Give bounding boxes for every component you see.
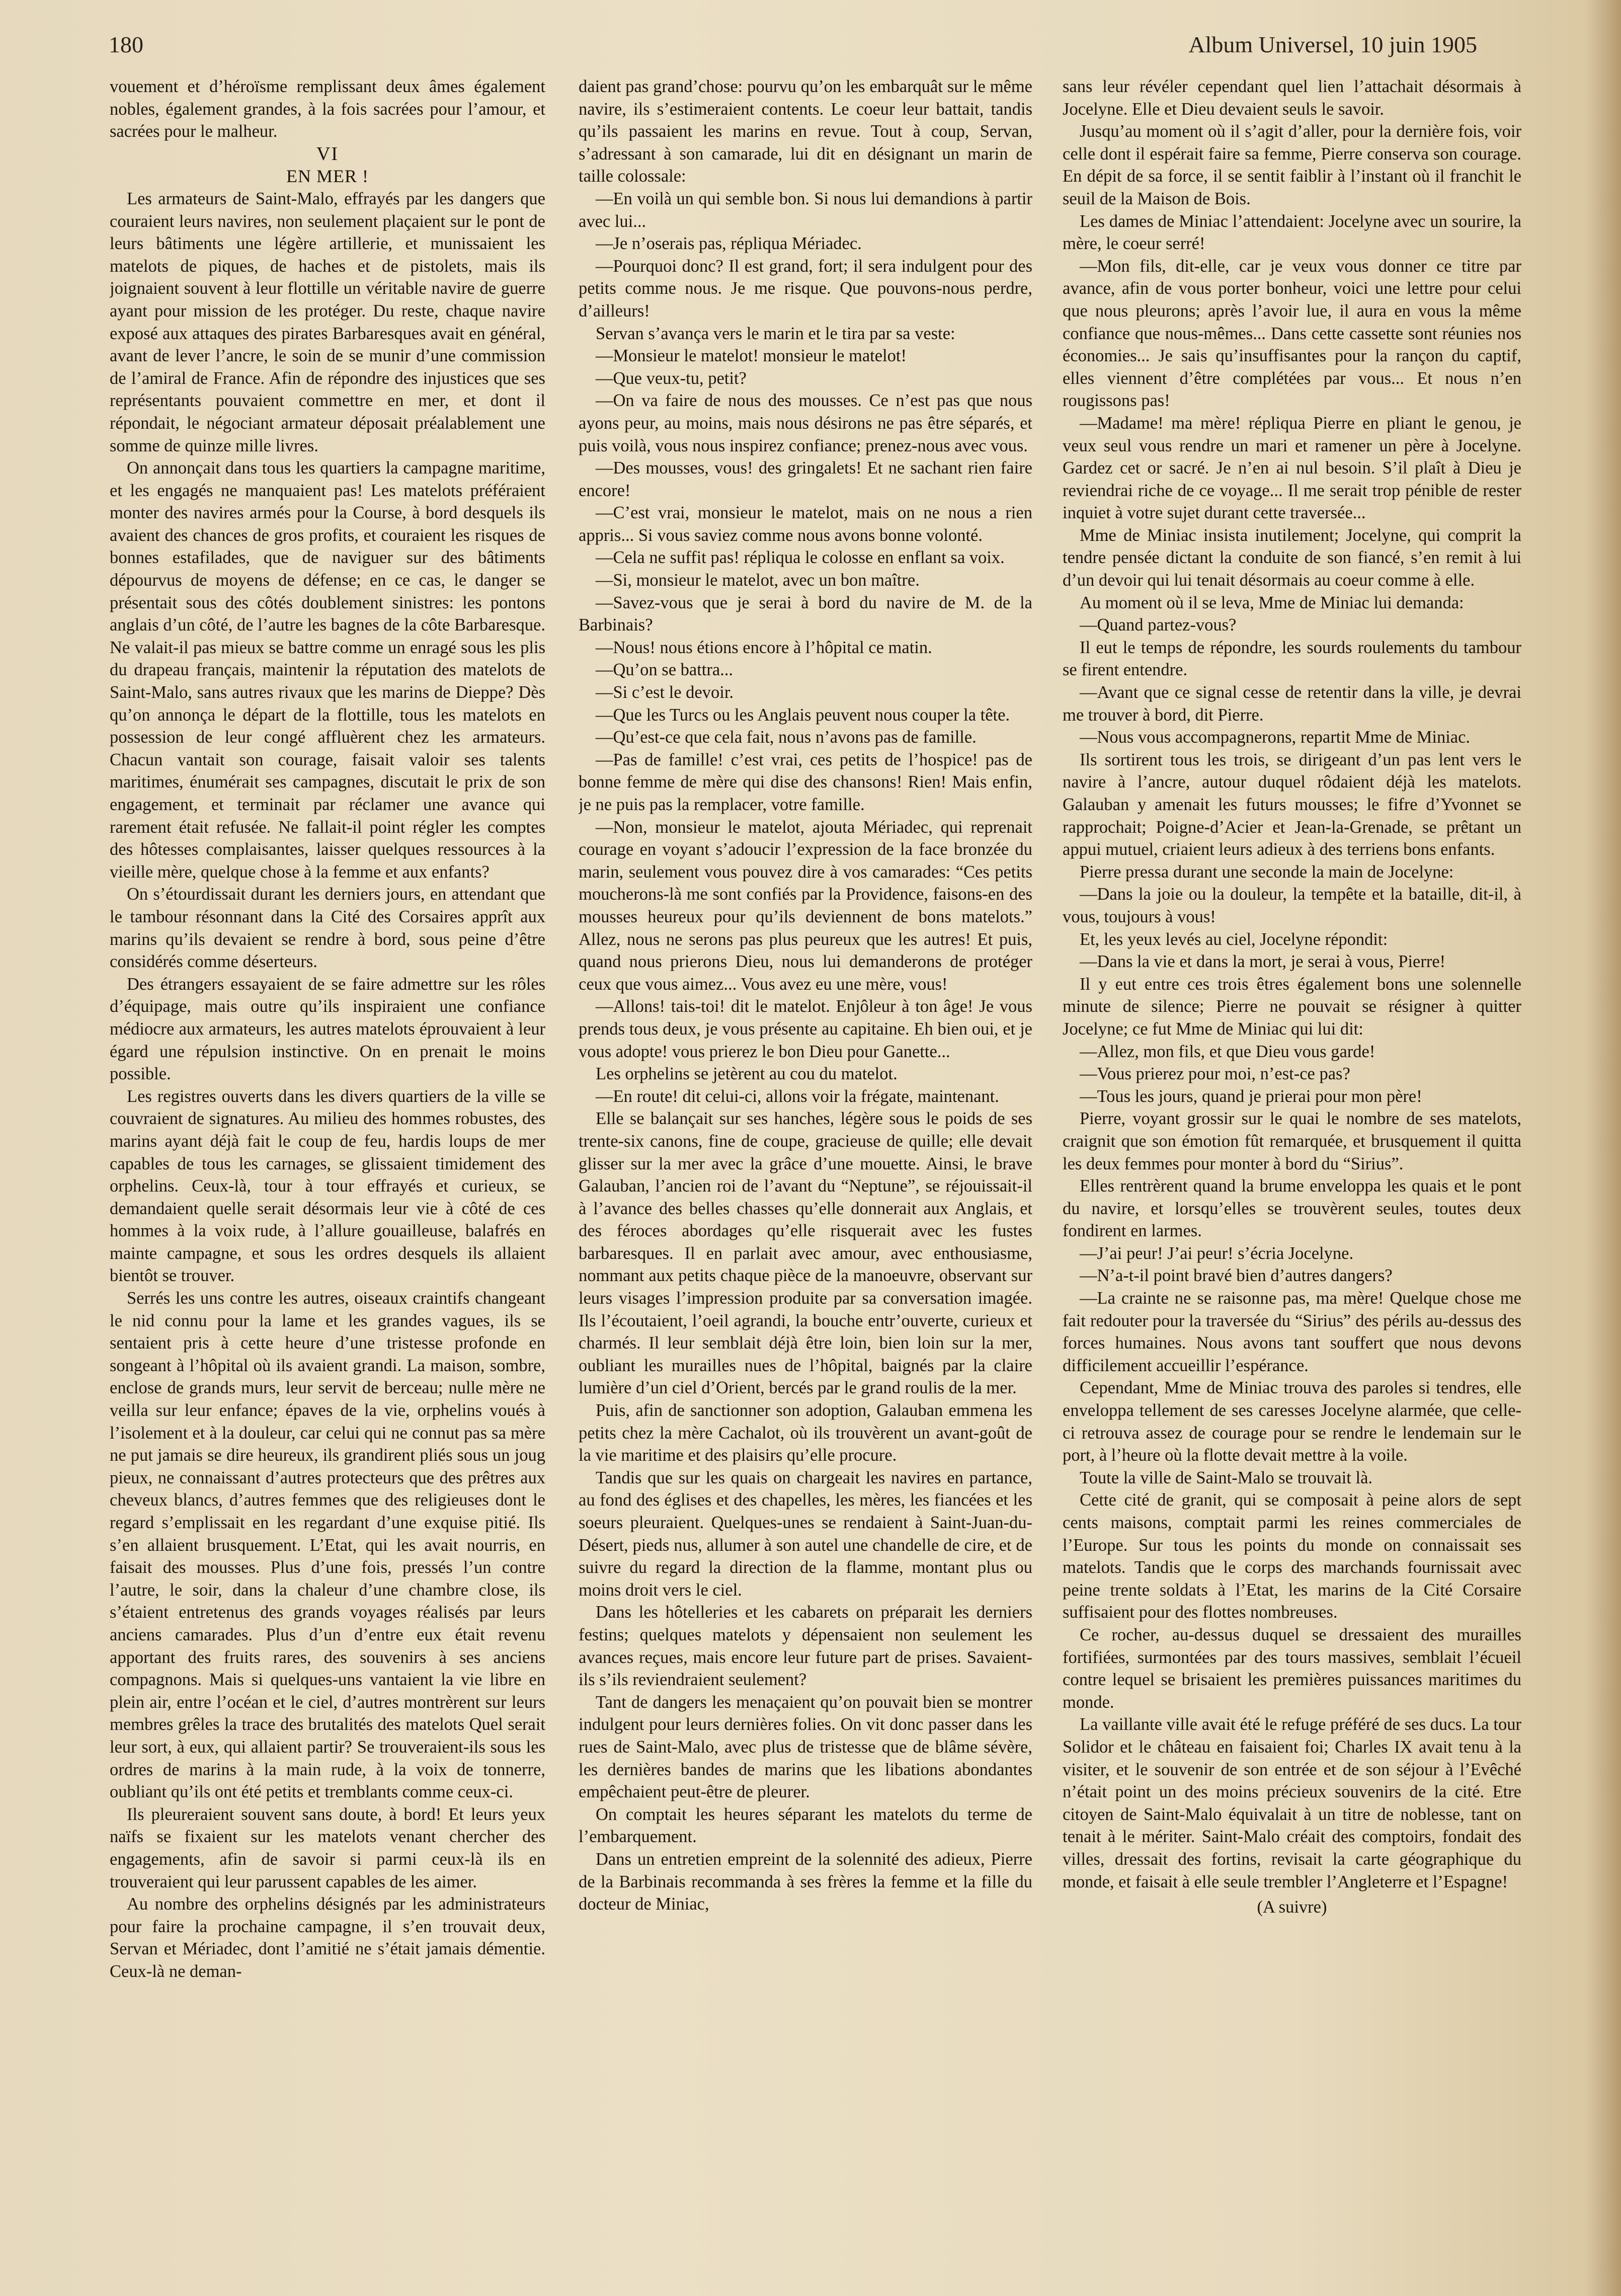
paragraph: —Vous prierez pour moi, n’est-ce pas? (1080, 1064, 1350, 1084)
paragraph: —Pas de famille! c’est vrai, ces petits de l’hospice! pas de bonne femme de mère qui dise des chansons! Rien! Mais enfin, je ne puis pas la remplacer, votre famille. (579, 750, 1032, 814)
to-be-continued: (A suivre) (1257, 1897, 1327, 1917)
section-number: VI (316, 143, 339, 165)
paragraph: —Dans la joie ou la douleur, la tempête et la bataille, dit-il, à vous, toujours à vous! (1063, 885, 1521, 926)
text-column-1 (110, 75, 545, 2264)
paragraph: —Tous les jours, quand je prierai pour mon père! (1080, 1086, 1422, 1106)
paragraph: —Je n’oserais pas, répliqua Mériadec. (596, 234, 862, 254)
paragraph: —En route! dit celui-ci, allons voir la frégate, maintenant. (596, 1086, 999, 1106)
paragraph: Elles rentrèrent quand la brume enveloppa les quais et le pont du navire, et lorsqu’elles se trouvèrent seules, toutes deux fondirent en larmes. (1063, 1176, 1521, 1241)
paragraph: Pierre, voyant grossir sur le quai le nombre de ses matelots, craignit que son émotion fût remarquée, et brusquement il quitta les deux femmes pour monter à bord du “Sirius”. (1063, 1109, 1521, 1173)
paragraph: —Nous vous accompagnerons, repartit Mme de Miniac. (1080, 728, 1471, 747)
paragraph: La vaillante ville avait été le refuge préféré de ses ducs. La tour Solidor et le château en faisaient foi; Charles IX avait tenu à la visiter, et le souvenir de son entrée et de son séjour à l’Evêché n’était point un des moins précieux souvenirs de la cité. Etre citoyen de Saint-Malo équivalait à un titre de noblesse, tant on tenait à le mériter. Saint-Malo créait des comptoirs, fondait des villes, dressait des fortins, revisait la carte géographique du monde, et faisait à elle seule trembler l’Angleterre et l’Espagne! (1063, 1715, 1521, 1891)
paragraph: —Que les Turcs ou les Anglais peuvent nous couper la tête. (596, 705, 1010, 725)
paragraph: —On va faire de nous des mousses. Ce n’est pas que nous ayons peur, au moins, mais nous désirons ne pas être séparés, et puis voilà, vous nous inspirez confiance; prenez-nous avec vous. (579, 391, 1032, 455)
text-column-3 (1063, 75, 1521, 2264)
paragraph: Il y eut entre ces trois êtres également bons une solennelle minute de silence; Pierre ne pouvait se résigner à quitter Jocelyne; ce fut Mme de Miniac qui lui dit: (1063, 974, 1521, 1039)
paragraph: Au nombre des orphelins désignés par les administrateurs pour faire la prochaine campagne, il s’en trouvait deux, Servan et Mériadec, dont l’amitié ne s’était jamais démentie. Ceux-là ne deman- (110, 1894, 545, 1981)
paragraph: —Que veux-tu, petit? (596, 368, 747, 388)
paragraph: —Cela ne suffit pas! répliqua le colosse en enflant sa voix. (596, 548, 1005, 568)
paragraph: —Mon fils, dit-elle, car je veux vous donner ce titre par avance, afin de vous porter bonheur, voici une lettre pour celui que nous pleurons; après l’avoir lue, il aura en vous la même confiance que nous-mêmes... Dans cette cassette sont réunies nos économies... Je sais qu’insuffisantes pour la rançon du captif, elles viennent d’être complétées par vous... Et nous n’en rougissons pas! (1063, 256, 1521, 411)
paragraph: Ce rocher, au-dessus duquel se dressaient des murailles fortifiées, surmontées par des tours massives, semblait l’écueil contre lequel se brisaient les premières puissances maritimes du monde. (1063, 1625, 1521, 1712)
paragraph: vouement et d’héroïsme remplissant deux âmes également nobles, également grandes, à la fois sacrées pour l’amour, et sacrées pour le malheur. (110, 77, 545, 141)
paragraph: Toute la ville de Saint-Malo se trouvait là. (1080, 1468, 1373, 1487)
paragraph: —Savez-vous que je serai à bord du navire de M. de la Barbinais? (579, 593, 1032, 635)
paragraph: Des étrangers essayaient de se faire admettre sur les rôles d’équipage, mais outre qu’ils inspiraient une confiance médiocre aux armateurs, les autres matelots éprouvaient à leur égard une répulsion instinctive. On en prenait le moins possible. (110, 974, 545, 1084)
paragraph: On s’étourdissait durant les derniers jours, en attendant que le tambour résonnant dans la Cité des Corsaires apprît aux marins qu’ils devaient se rendre à bord, sous peine d’être considérés comme déserteurs. (110, 885, 545, 972)
paragraph: On comptait les heures séparant les matelots du terme de l’embarquement. (579, 1804, 1032, 1847)
paragraph: —Des mousses, vous! des gringalets! Et ne sachant rien faire encore! (579, 458, 1032, 500)
paragraph: Tandis que sur les quais on chargeait les navires en partance, au fond des églises et des chapelles, les mères, les fiancées et les soeurs pleuraient. Quelques-unes se rendaient à Saint-Juan-du-Désert, pieds nus, allumer à son autel une chandelle de cire, et de suivre du regard la direction de la flamme, montant plus ou moins droit vers le ciel. (579, 1468, 1032, 1600)
text-column-2 (579, 75, 1032, 2264)
section-title: EN MER ! (286, 166, 369, 187)
paragraph: —Dans la vie et dans la mort, je serai à vous, Pierre! (1080, 952, 1446, 972)
paragraph: Les dames de Miniac l’attendaient: Jocelyne avec un sourire, la mère, le coeur serré! (1063, 211, 1521, 254)
paragraph: —Allons! tais-toi! dit le matelot. Enjôleur à ton âge! Je vous prends tous deux, je vous présente au capitaine. Eh bien oui, et je vous adopte! vous prierez le bon Dieu pour Ganette... (579, 997, 1032, 1061)
paragraph: Cette cité de granit, qui se composait à peine alors de sept cents maisons, comptait parmi les reines commerciales de l’Europe. Sur tous les points du monde on connaissait ses matelots. Tandis que le corps des marchands fournissait avec peine trente soldats à l’Etat, les marins de la Cité Corsaire suffisaient pour des flottes nombreuses. (1063, 1490, 1521, 1622)
paragraph: Dans les hôtelleries et les cabarets on préparait les derniers festins; quelques matelots y dépensaient non seulement les avances reçues, mais encore leur future part de prises. Savaient-ils s’ils reviendraient seulement? (579, 1603, 1032, 1690)
paragraph: daient pas grand’chose: pourvu qu’on les embarquât sur le même navire, ils s’estimeraient contents. Le coeur leur battait, tandis qu’ils passaient les marins en revue. Tout à coup, Servan, s’adressant à son camarade, lui dit en désignant un marin de taille colossale: (579, 77, 1032, 186)
paragraph: Il eut le temps de répondre, les sourds roulements du tambour se firent entendre. (1063, 638, 1521, 680)
paragraph: —Qu’on se battra... (596, 660, 734, 680)
paragraph: —Monsieur le matelot! monsieur le matelot! (596, 346, 907, 366)
paragraph: —N’a-t-il point bravé bien d’autres dangers? (1080, 1266, 1393, 1286)
paragraph: Jusqu’au moment où il s’agit d’aller, pour la dernière fois, voir celle dont il espérait faire sa femme, Pierre conserva son courage. En dépit de sa force, il se sentit faiblir à l’instant où il franchit le seuil de la Maison de Bois. (1063, 122, 1521, 208)
paragraph: —Pourquoi donc? Il est grand, fort; il sera indulgent pour des petits comme nous. Je me risque. Que pouvons-nous perdre, d’ailleurs! (579, 256, 1032, 321)
paragraph: Elle se balançait sur ses hanches, légère sous le poids de ses trente-six canons, fine de coupe, gracieuse de quille; elle devait glisser sur la mer avec la grâce d’une mouette. Ainsi, le brave Galauban, l’ancien roi de l’avant du “Neptune”, se réjouissait-il à l’avance des belles chasses qu’elle donnerait aux Anglais, et des féroces abordages qu’elle risquerait avec les fustes barbaresques. Il en parlait avec amour, avec enthousiasme, nommant aux petits chaque pièce de la manoeuvre, observant sur leurs visages l’impression produite par sa conversation imagée. Ils l’écoutaient, l’oeil agrandi, la bouche entr’ouverte, curieux et charmés. Il leur semblait déjà être loin, bien loin sur la mer, oubliant les murailles nues de l’hôpital, baignés par la claire lumière d’un ciel d’Orient, bercés par le grand roulis de la mer. (579, 1109, 1032, 1398)
paragraph: —Avant que ce signal cesse de retentir dans la ville, je devrai me trouver à bord, dit Pierre. (1063, 683, 1521, 725)
paragraph: Les registres ouverts dans les divers quartiers de la ville se couvraient de signatures. Au milieu des hommes robustes, des marins ayant déjà fait le coup de feu, hardis loups de mer capables de tous les carnages, se glissaient timidement des orphelins. Ceux-là, tour à tour effrayés et curieux, se demandaient quelle serait désormais leur vie à côté de ces hommes à la voix rude, à l’allure gouailleuse, balafrés en mainte campagne, et sous les ordres desquels ils allaient bientôt se trouver. (110, 1086, 545, 1286)
paragraph: —Si c’est le devoir. (596, 683, 734, 702)
paragraph: —Allez, mon fils, et que Dieu vous garde! (1080, 1042, 1375, 1061)
paragraph: sans leur révéler cependant quel lien l’attachait désormais à Jocelyne. Elle et Dieu devaient seuls le savoir. (1063, 77, 1521, 119)
paragraph: Et, les yeux levés au ciel, Jocelyne répondit: (1080, 929, 1388, 949)
paragraph: —La crainte ne se raisonne pas, ma mère! Quelque chose me fait redouter pour la traversée du “Sirius” des périls au-dessus des forces humaines. Nous avons tant souffert que nous devons difficilement accueillir l’espérance. (1063, 1289, 1521, 1375)
paragraph: Serrés les uns contre les autres, oiseaux craintifs changeant le nid connu pour la lame et les grandes vagues, ils se sentaient pris à cette heure d’une tristesse profonde en songeant à l’hôpital où ils avaient grandi. La maison, sombre, enclose de grands murs, leur servit de berceau; nulle mère ne veilla sur leur enfance; épaves de la vie, orphelins voués à l’isolement et à la douleur, car celui qui ne connut pas sa mère ne put jamais se dire heureux, ils grandirent pliés sous un joug pieux, ne connaissant d’autres protecteurs que des prêtres aux cheveux blancs, d’autres femmes que des religieuses dont le regard s’emplissait en les regardant d’une exquise pitié. Ils s’en allaient brusquement. L’Etat, qui les avait nourris, en faisait des mousses. Plus d’une fois, pressés l’un contre l’autre, le soir, dans la chaleur d’une chambre close, ils s’étaient entretenus des grands voyages réalisés par leurs anciens camarades. Plus d’un d’entre eux était revenu apportant des fruits rares, des souvenirs à ses anciens compagnons. Mais si quelques-uns vantaient la vie libre en plein air, entre l’océan et le ciel, d’autres montrèrent sur leurs membres grêles la trace des brutalités des matelots Quel serait leur sort, à eux, qui allaient partir? Se trouveraient-ils sous les ordres de marins à la main rude, à la voix de tonnerre, oubliant qu’ils ont été petits et tremblants comme ceux-ci. (110, 1289, 545, 1802)
page-number: 180 (109, 32, 143, 57)
paragraph: Les orphelins se jetèrent au cou du matelot. (596, 1064, 898, 1084)
paragraph: —Quand partez-vous? (1080, 615, 1237, 635)
paragraph: Dans un entretien empreint de la solennité des adieux, Pierre de la Barbinais recommanda à ses frères la femme et la fille du docteur de Miniac, (579, 1849, 1032, 1914)
paragraph: —C’est vrai, monsieur le matelot, mais on ne nous a rien appris... Si vous saviez comme nous avons bonne volonté. (579, 503, 1032, 545)
paragraph: Tant de dangers les menaçaient qu’on pouvait bien se montrer indulgent pour leurs dernières folies. On vit donc passer dans les rues de Saint-Malo, avec plus de tristesse que de blâme sévère, les dernières bandes de marins que les libations abondantes empêchaient peut-être de pleurer. (579, 1692, 1032, 1802)
paragraph: Les armateurs de Saint-Malo, effrayés par les dangers que couraient leurs navires, non seulement plaçaient sur le pont de leurs bâtiments une légère artillerie, et munissaient les matelots de piques, de haches et de pistolets, mais ils joignaient souvent à leur flottille un véritable navire de guerre ayant pour mission de les protéger. Du reste, chaque navire exposé aux attaques des pirates Barbaresques avait en général, avant de lever l’ancre, le soin de se munir d’une commission de l’amiral de France. Afin de répondre des injustices que ses représentants pouvaient commettre en mer, et dont il répondait, le négociant armateur déposait préalablement une somme de quinze mille livres. (110, 189, 545, 455)
paragraph: Pierre pressa durant une seconde la main de Jocelyne: (1080, 862, 1454, 882)
paragraph: —En voilà un qui semble bon. Si nous lui demandions à partir avec lui... (579, 189, 1032, 231)
running-title: Album Universel, 10 juin 1905 (1188, 32, 1477, 57)
page-edge-shadow (1586, 0, 1621, 2296)
paragraph: —Si, monsieur le matelot, avec un bon maître. (596, 571, 920, 590)
paragraph: Ils pleureraient souvent sans doute, à bord! Et leurs yeux naïfs se fixaient sur les matelots venant chercher des engagements, afin de savoir si parmi ceux-là ils en trouveraient qui leur parussent capables de les aimer. (110, 1804, 545, 1891)
page-header (109, 26, 1477, 61)
paragraph: —Qu’est-ce que cela fait, nous n’avons pas de famille. (596, 728, 977, 747)
paragraph: Au moment où il se leva, Mme de Miniac lui demanda: (1080, 593, 1464, 612)
paragraph: —Madame! ma mère! répliqua Pierre en pliant le genou, je veux seul vous rendre un mari et ramener un père à Jocelyne. Gardez cet or sacré. Je n’en ai nul besoin. S’il plaît à Dieu je reviendrai riche de ce voyage... Il me serait trop pénible de rester inquiet à votre sujet durant cette traversée... (1063, 413, 1521, 523)
paragraph: On annonçait dans tous les quartiers la campagne maritime, et les engagés ne manquaient pas! Les matelots préféraient monter des navires armés pour la Course, à bord desquels ils avaient des chances de gros profits, et couraient les risques de bonnes estafilades, que de naviguer sur des bâtiments dépourvus de moyens de défense; en ce cas, le danger se présentait sous des côtés doublement sinistres: les pontons anglais d’un côté, de l’autre les bagnes de la côte Barbaresque. Ne valait-il pas mieux se battre comme un enragé sous les plis du drapeau français, maintenir la réputation des matelots de Saint-Malo, sans autres rivaux que les marins de Dieppe? Dès qu’on annonça le départ de la flottille, tous les matelots en possession de leur congé affluèrent chez les armateurs. Chacun vantait son courage, faisait valoir ses talents maritimes, énumérait ses campagnes, discutait le prix de son engagement, et terminait par réclamer une avance qui rarement était refusée. Ne fallait-il point régler les comptes des hôtesses complaisantes, laisser quelques ressources à la vieille mère, quelque chose à la femme et aux enfants? (110, 458, 545, 882)
paragraph: —Non, monsieur le matelot, ajouta Mériadec, qui reprenait courage en voyant s’adoucir l’expression de la face bronzée du marin, seulement vous pouvez dire à vos camarades: “Ces petits moucherons-là me sont confiés par la Providence, faisons-en des mousses heureux pour qu’ils deviennent de bons matelots.” Allez, nous ne serons pas plus peureux que les autres! Et puis, quand nous prierons Dieu, nous lui demanderons de protéger ceux que vous aimez... Vous avez eu une mère, vous! (579, 817, 1032, 994)
paragraph: Mme de Miniac insista inutilement; Jocelyne, qui comprit la tendre pensée dictant la conduite de son fiancé, s’en remit à lui d’un devoir qui lui tenait désormais au coeur comme à elle. (1063, 525, 1521, 590)
paragraph: —Nous! nous étions encore à l’hôpital ce matin. (596, 638, 932, 657)
paragraph: Puis, afin de sanctionner son adoption, Galauban emmena les petits chez la mère Cachalot, où ils trouvèrent un avant-goût de la vie maritime et des plaisirs qu’elle procure. (579, 1401, 1032, 1465)
paragraph: Ils sortirent tous les trois, se dirigeant d’un pas lent vers le navire à l’ancre, autour duquel rôdaient déjà les matelots. Galauban y amenait les futurs mousses; le fifre d’Yvonnet se rapprochait; Poigne-d’Acier et Jean-la-Grenade, se prêtant un appui mutuel, criaient leurs adieux à des terriens bons enfants. (1063, 750, 1521, 859)
paragraph: Cependant, Mme de Miniac trouva des paroles si tendres, elle enveloppa tellement de ses caresses Jocelyne alarmée, que celle-ci retrouva assez de courage pour se rendre le lendemain sur le port, à l’heure où la flotte devait mettre à la voile. (1063, 1378, 1521, 1465)
paragraph: Servan s’avança vers le marin et le tira par sa veste: (596, 324, 955, 343)
paragraph: —J’ai peur! J’ai peur! s’écria Jocelyne. (1080, 1243, 1354, 1263)
